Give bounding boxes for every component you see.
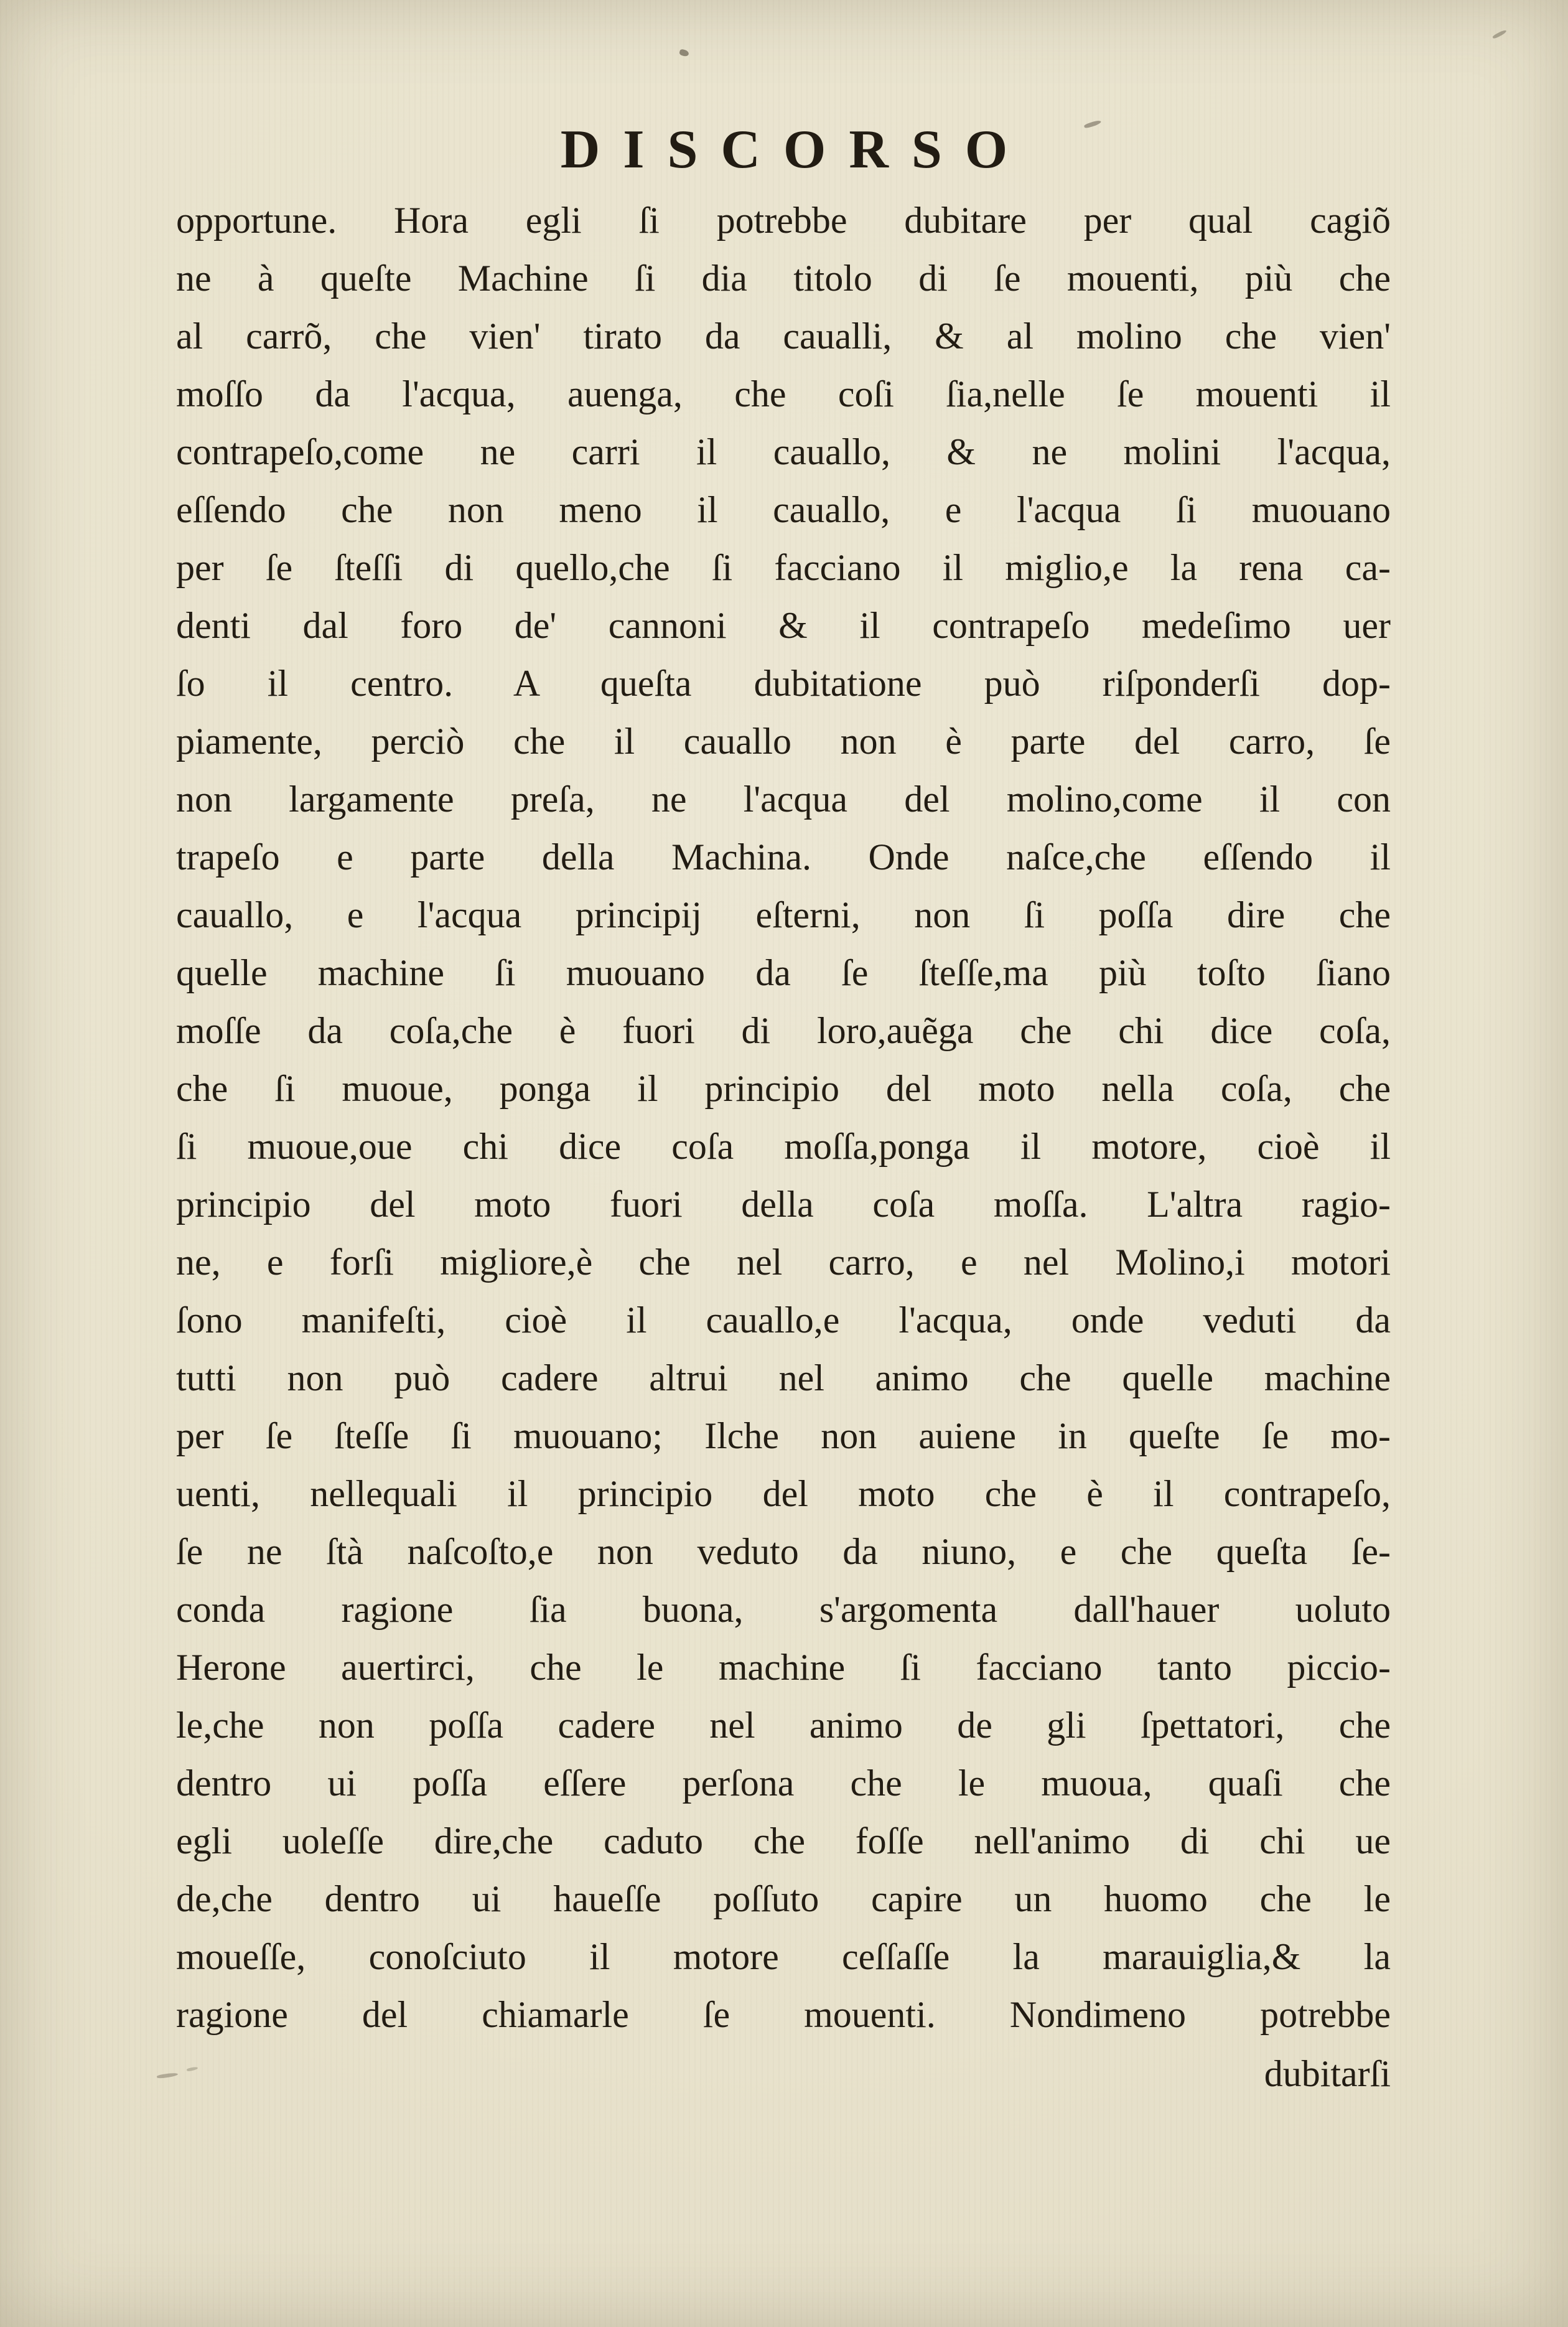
text-line: egli uoleſſe dire,che caduto che foſſe nell'animo di chi ue — [176, 1820, 1391, 1861]
text-line: ſo il centro. A queſta dubitatione può riſponderſi dop- — [176, 663, 1391, 704]
text-line: per ſe ſteſſi di quello,che ſi facciano il miglio,e la rena ca- — [176, 547, 1391, 588]
ink-speck — [157, 2072, 179, 2079]
text-line: cauallo, e l'acqua principij eſterni, non ſi poſſa dire che — [176, 894, 1391, 935]
text-line: piamente, perciò che il cauallo non è parte del carro, ſe — [176, 721, 1391, 762]
text-line: eſſendo che non meno il cauallo, e l'acqua ſi muouano — [176, 489, 1391, 530]
text-line: ragione del chiamarle ſe mouenti. Nondimeno potrebbe — [176, 1994, 1391, 2035]
text-line: non largamente preſa, ne l'acqua del molino,come il con — [176, 779, 1391, 820]
text-line: ſono manifeſti, cioè il cauallo,e l'acqua, onde veduti da — [176, 1299, 1391, 1341]
text-line: al carrõ, che vien' tirato da caualli, & al molino che vien' — [176, 316, 1391, 357]
text-line: ne à queſte Machine ſi dia titolo di ſe mouenti, più che — [176, 258, 1391, 299]
text-line: moſſo da l'acqua, auenga, che coſi ſia,nelle ſe mouenti il — [176, 373, 1391, 414]
text-line: ſi muoue,oue chi dice coſa moſſa,ponga il motore, cioè il — [176, 1126, 1391, 1167]
text-line: moſſe da coſa,che è fuori di loro,auẽga che chi dice coſa, — [176, 1010, 1391, 1051]
text-line: le,che non poſſa cadere nel animo de gli ſpettatori, che — [176, 1705, 1391, 1746]
text-line: dentro ui poſſa eſſere perſona che le muoua, quaſi che — [176, 1763, 1391, 1804]
page-title: DISCORSO — [560, 119, 1031, 180]
text-line: principio del moto fuori della coſa moſſa. L'altra ragio- — [176, 1184, 1391, 1225]
text-line: opportune. Hora egli ſi potrebbe dubitare per qual cagiõ — [176, 200, 1391, 241]
text-line: trapeſo e parte della Machina. Onde naſce,che eſſendo il — [176, 836, 1391, 878]
text-line: tutti non può cadere altrui nel animo che quelle machine — [176, 1357, 1391, 1398]
text-line: ne, e forſi migliore,è che nel carro, e nel Molino,i motori — [176, 1242, 1391, 1283]
text-line: contrapeſo,come ne carri il cauallo, & ne molini l'acqua, — [176, 431, 1391, 472]
text-line: per ſe ſteſſe ſi muouano; Ilche non auiene in queſte ſe mo- — [176, 1415, 1391, 1456]
text-line: de,che dentro ui haueſſe poſſuto capire un huomo che le — [176, 1878, 1391, 1919]
text-line: quelle machine ſi muouano da ſe ſteſſe,ma più toſto ſiano — [176, 952, 1391, 993]
text-line: uenti, nellequali il principio del moto che è il contrapeſo, — [176, 1473, 1391, 1514]
text-line: che ſi muoue, ponga il principio del moto nella coſa, che — [176, 1068, 1391, 1109]
text-line: denti dal foro de' cannoni & il contrapeſo medeſimo uer — [176, 605, 1391, 646]
text-line: Herone auertirci, che le machine ſi facciano tanto piccio- — [176, 1647, 1391, 1688]
catchword: dubitarſi — [1264, 2053, 1391, 2094]
ink-speck — [679, 49, 689, 57]
text-line: moueſſe, conoſciuto il motore ceſſaſſe la marauiglia,& la — [176, 1936, 1391, 1977]
text-line: conda ragione ſia buona, s'argomenta dall'hauer uoluto — [176, 1589, 1391, 1630]
body-text — [176, 192, 1391, 2103]
ink-speck — [1492, 29, 1507, 40]
text-line: ſe ne ſtà naſcoſto,e non veduto da niuno, e che queſta ſe- — [176, 1531, 1391, 1572]
